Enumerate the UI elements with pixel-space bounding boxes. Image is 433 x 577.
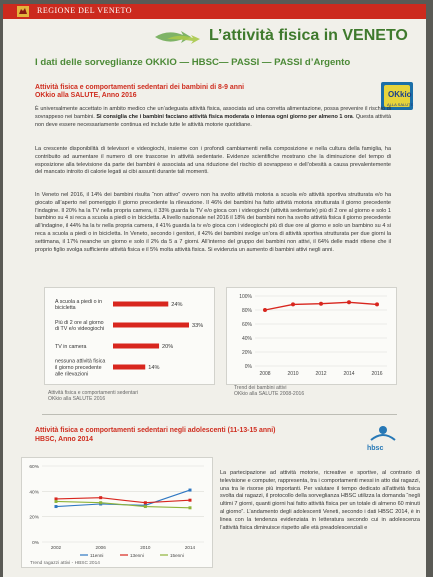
x-tick-label: 2016 [371, 371, 383, 377]
okkio-paragraph-2: La crescente disponibilità di televisori e videogiochi, insieme con i profondi cambiamenti nella composizione e nella cultura della famiglia, ha contribuito ad aumentare il numero di ore trascorse in attività sedentarie. Evidenze scientifiche mostrano che la diminuzione del tempo di esposizione alla televisione da parte dei bambini è associata ad una riduzione del rischio di sovrappeso e dell’obesità a causa prevalentemente del mancato introito di calorie legati ai cibi assunti durante tali momenti. [35, 146, 391, 176]
okkio-section-title: Attività fisica e comportamenti sedentari dei bambini di 8-9 anni [35, 84, 245, 91]
bar-value-label: 20% [162, 344, 174, 350]
bar-category-label: nessuna attività fisica [55, 358, 106, 365]
y-tick-label: 60% [241, 322, 252, 328]
okkio-section-subtitle: OKkio alla SALUTE, Anno 2016 [35, 92, 137, 99]
line-chart-panel [226, 287, 397, 385]
y-tick-label: 40% [241, 336, 252, 342]
bar-category-label: il giorno precedente [55, 365, 102, 371]
hbsc-chart-panel [21, 457, 213, 568]
x-tick-label: 2014 [343, 371, 355, 377]
y-tick-label: 80% [241, 308, 252, 314]
region-label: REGIONE DEL VENETO [37, 6, 133, 15]
x-tick-label: 2010 [140, 545, 151, 550]
legend-label: 13enni [130, 553, 144, 558]
bar-category-label: bicicletta [55, 305, 76, 312]
data-point [144, 501, 147, 504]
data-point [263, 308, 267, 312]
line-chart [227, 288, 396, 384]
bar-value-label: 33% [192, 323, 204, 329]
x-tick-label: 2006 [95, 545, 106, 550]
data-point [144, 505, 147, 508]
arrow-decoration-icon [153, 27, 203, 47]
y-tick-label: 20% [29, 515, 39, 521]
data-point [189, 489, 192, 492]
x-tick-label: 2008 [259, 371, 271, 377]
hbsc-section-title: Attività fisica e comportamenti sedentari negli adolescenti (11-13-15 anni) [35, 427, 276, 434]
bar-category-label: Più di 2 ore al giorno [55, 319, 104, 326]
bar-chart-panel [44, 287, 215, 385]
bar-category-label: alle rilevazioni [55, 371, 89, 378]
bar-category-label: di TV e/o videogiochi [55, 326, 105, 333]
bar-chart-caption: Attività fisica e comportamenti sedentari OKkio alla SALUTE 2016 [48, 390, 139, 403]
data-point [291, 302, 295, 306]
data-point [347, 300, 351, 304]
hbsc-line-chart [22, 458, 212, 567]
okkio-paragraph-3: In Veneto nel 2016, il 14% dei bambini risulta “non attivo” ovvero non ha svolto attività motoria a scuola e/o attività sportiva strutturata e/o ha giocato all’aperto nel pomeriggio il giorno precedente la rilevazione. Il 46% dei bambini ha fatto attività motoria strutturata il giorno precedente l’indagine. Il 20% ha la TV nella propria camera, il 33% guarda la TV e/o gioca con i videogiochi (attività sedentarie) più di 2 ore al giorno e solo 1 bambino su 4 si reca a scuola a piedi o in bicicletta. A livello nazionale nel 2016 il 18% dei bambini non ha svolto attività fisica il giorno precedente all’indagine, il 44% ha la tv nella propria camera, il 41% guarda la tv e/o gioca con i videogiochi più di due ore al giorno e solo un bambino su 4 si reca a scuola a piedi o in bicicletta. In Veneto, secondo i genitori, il 42% dei bambini svolge un’ora di attività sportiva strutturata per due giorni la settimana, il 17% neanche un giorno e solo il 2% da 5 a 7 giorni. All’interno del gruppo dei bambini non attivi, il 64% delle madri ritiene che il proprio figlio svolga sufficiente attività fisica e il 5% molta attività fisica. Si evidenzia un aumento di bambini attivi negli anni. [35, 192, 391, 253]
data-point [99, 496, 102, 499]
x-tick-label: 2010 [287, 371, 299, 377]
page-subtitle: I dati delle sorveglianze OKKIO — HBSC— PASSI — PASSI d’Argento [35, 57, 351, 68]
data-point [99, 501, 102, 504]
data-point [55, 500, 58, 503]
data-point [375, 302, 379, 306]
data-point [55, 505, 58, 508]
y-tick-label: 40% [29, 490, 39, 496]
lion-logo-icon [17, 6, 29, 17]
y-tick-label: 20% [241, 350, 252, 356]
okkio-recommendation: Si consiglia che i bambini facciano attività fisica moderata o intensa ogni giorno per almeno 1 ora [96, 113, 353, 120]
hbsc-logo-text: hbsc [367, 445, 384, 452]
okkio-logo-text: OKkio [388, 90, 412, 99]
legend-label: 15enni [170, 553, 184, 558]
bar [113, 302, 168, 307]
x-tick-label: 2002 [50, 545, 62, 550]
bar-category-label: TV in camera [55, 344, 87, 350]
y-tick-label: 0% [244, 364, 252, 370]
y-tick-label: 100% [239, 294, 252, 300]
y-tick-label: 60% [29, 465, 39, 470]
leaflet-page [3, 4, 426, 577]
line-chart-caption: Trend dei bambini attivi OKkio alla SALUTE 2008-2016 [234, 385, 305, 398]
hbsc-section-subtitle: HBSC, Anno 2014 [35, 436, 93, 443]
hbsc-paragraph-1: La partecipazione ad attività motorie, ricreative e sportive, al contrario di televisione e computer, rappresenta, tra i comportamenti messi in atto dai ragazzi, una tra le risorse più importanti. Per valutare il tempo dedicato all’attività fisica svolta dai ragazzi, il protocollo della sorveglianza HBSC utilizza la domanda “negli ultimi 7 giorni, quanti giorni hai fatto attività fisica per un totale di almeno 60 minuti al giorno”. L’andamento degli adolescenti Veneti, secondo i dati HBSC 2014, è in linea con la tendenza evidenziata in letteratura secondo cui in adolescenza l’attività fisica diminuisce rispetto alle età preadolescenziali e [220, 470, 420, 531]
data-point [319, 302, 323, 306]
series-line-15enni [56, 501, 190, 507]
bar [113, 323, 189, 328]
okkio-logo-subtext: ALLA SALUTE [387, 102, 414, 107]
section-divider [42, 414, 397, 415]
bar [113, 344, 159, 349]
hbsc-chart-caption: Trend ragazzi attivi - HBSC 2014 [30, 561, 100, 566]
y-tick-label: 0% [32, 541, 39, 546]
data-point [189, 499, 192, 502]
page-title: L’attività fisica in VENETO [209, 27, 408, 44]
x-tick-label: 2014 [184, 545, 196, 550]
data-point [189, 506, 192, 509]
bar-chart [45, 288, 214, 384]
bar-value-label: 14% [148, 365, 160, 371]
bar [113, 365, 145, 370]
bar-category-label: A scuola a piedi o in [55, 298, 103, 305]
okkio-paragraph-1: È universalmente accettato in ambito medico che un’adeguata attività fisica, associata ad una corretta alimentazione, possa prevenire il rischio di sovrappeso nei bambini. Si consiglia che i bambini facciano attività fisica moderata o intensa ogni giorno per almeno 1 ora. Questa attività non deve essere necessariamente continua ed include tutte le attività motorie quotidiane. [35, 106, 392, 128]
legend-label: 11enni [90, 553, 104, 558]
x-tick-label: 2012 [315, 371, 327, 377]
bar-value-label: 24% [171, 302, 183, 308]
